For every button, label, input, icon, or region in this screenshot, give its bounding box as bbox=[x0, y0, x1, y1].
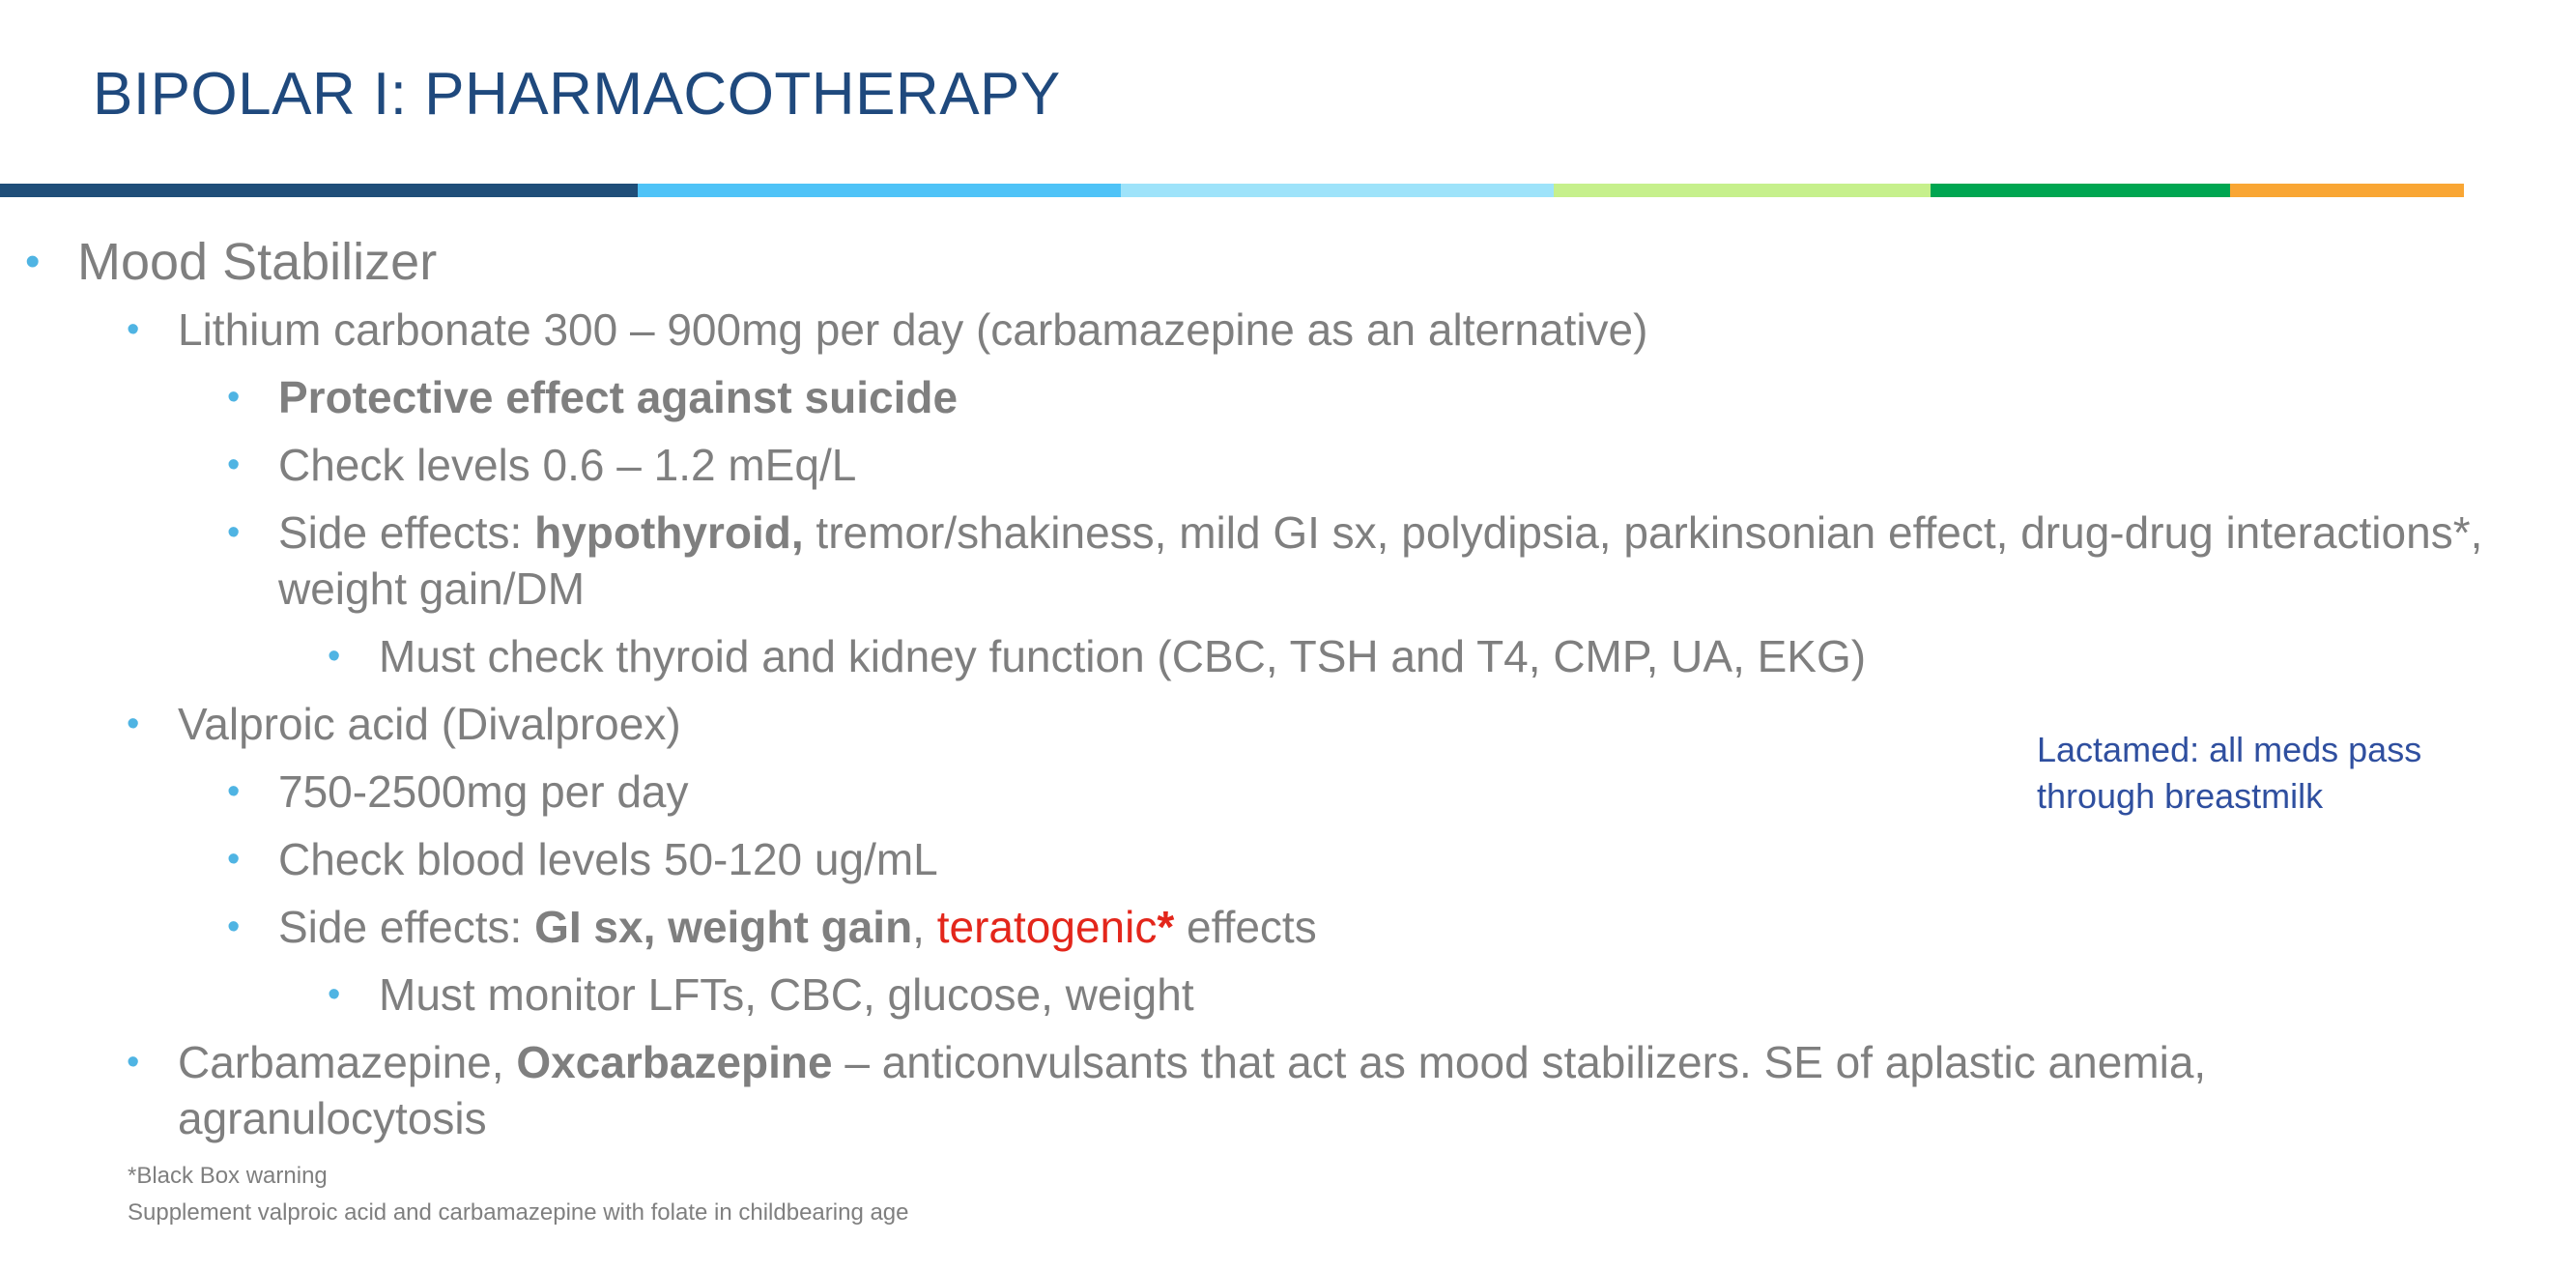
bullet-lithium-side-effects bbox=[0, 505, 2501, 617]
header-color-bar bbox=[0, 184, 2464, 197]
bullet-text: Mood Stabilizer bbox=[77, 233, 438, 291]
slide-content bbox=[0, 233, 2483, 1146]
bullet-text: 750-2500mg per day bbox=[278, 766, 689, 817]
bullet-valproic-monitoring bbox=[0, 967, 2435, 1023]
bullet-dot-icon: • bbox=[25, 238, 41, 285]
bullet-dot-icon: • bbox=[328, 974, 341, 1015]
bullet-dot-icon: • bbox=[227, 445, 241, 485]
bullet-dot-icon: • bbox=[127, 309, 140, 350]
bullet-text: Protective effect against suicide bbox=[278, 372, 959, 422]
bullet-dot-icon: • bbox=[127, 1042, 140, 1082]
side-effects-highlight: hypothyroid, bbox=[534, 507, 804, 558]
footnote-folate-supplement: Supplement valproic acid and carbamazepine with folate in childbearing age bbox=[128, 1199, 909, 1226]
bullet-dot-icon: • bbox=[127, 704, 140, 744]
bullet-lithium-monitoring bbox=[0, 628, 2435, 684]
bullet-valproic-levels bbox=[0, 831, 2435, 887]
color-bar-segment bbox=[1931, 184, 2230, 197]
bullet-text: Lithium carbonate 300 – 900mg per day (carbamazepine as an alternative) bbox=[178, 304, 1648, 355]
color-bar-segment bbox=[638, 184, 1121, 197]
black-box-asterisk: * bbox=[1157, 902, 1175, 952]
color-bar-segment bbox=[1121, 184, 1554, 197]
side-effects-list: tremor/shakiness, mild GI sx, polydipsia, parkinsonian effect, drug-drug interactions*, weight gain/DM bbox=[278, 507, 2483, 614]
bullet-carbamazepine bbox=[0, 1034, 2458, 1146]
bullet-text: Check blood levels 50-120 ug/mL bbox=[278, 834, 938, 884]
bullet-dot-icon: • bbox=[227, 512, 241, 553]
bullet-text: Valproic acid (Divalproex) bbox=[178, 699, 681, 749]
teratogenic-warning: teratogenic bbox=[936, 902, 1158, 952]
bullet-dot-icon: • bbox=[227, 907, 241, 947]
bullet-mood-stabilizer bbox=[0, 234, 2435, 290]
bullet-lithium bbox=[0, 302, 2435, 358]
color-bar-segment bbox=[0, 184, 638, 197]
oxcarbazepine-highlight: Oxcarbazepine bbox=[516, 1037, 833, 1087]
bullet-valproic-side-effects bbox=[0, 899, 2435, 955]
bullet-text: Must check thyroid and kidney function (CBC, TSH and T4, CMP, UA, EKG) bbox=[379, 631, 1867, 681]
bullet-dot-icon: • bbox=[227, 771, 241, 812]
bullet-dot-icon: • bbox=[227, 839, 241, 880]
side-effects-label: Side effects: bbox=[278, 507, 535, 558]
bullet-text: Must monitor LFTs, CBC, glucose, weight bbox=[379, 969, 1194, 1020]
bullet-lithium-levels bbox=[0, 437, 2435, 493]
bullet-dot-icon: • bbox=[328, 636, 341, 677]
bullet-lithium-protective bbox=[0, 369, 2435, 425]
slide-title: BIPOLAR I: PHARMACOTHERAPY bbox=[93, 61, 1061, 128]
side-effects-suffix: effects bbox=[1174, 902, 1317, 952]
color-bar-segment bbox=[1554, 184, 1931, 197]
side-effects-label: Side effects: bbox=[278, 902, 535, 952]
side-effects-comma: , bbox=[912, 902, 937, 952]
carbamazepine-description: – anticonvulsants that act as mood stabilizers. SE of aplastic anemia, agranulocytosis bbox=[178, 1037, 2207, 1143]
footnote-black-box: *Black Box warning bbox=[128, 1163, 328, 1189]
bullet-text: Check levels 0.6 – 1.2 mEq/L bbox=[278, 440, 857, 490]
side-effects-highlight: GI sx, weight gain bbox=[534, 902, 913, 952]
color-bar-segment bbox=[2230, 184, 2464, 197]
bullet-dot-icon: • bbox=[227, 377, 241, 418]
lactamed-note: Lactamed: all meds pass through breastmilk bbox=[2037, 730, 2422, 816]
carbamazepine-prefix: Carbamazepine, bbox=[178, 1037, 517, 1087]
